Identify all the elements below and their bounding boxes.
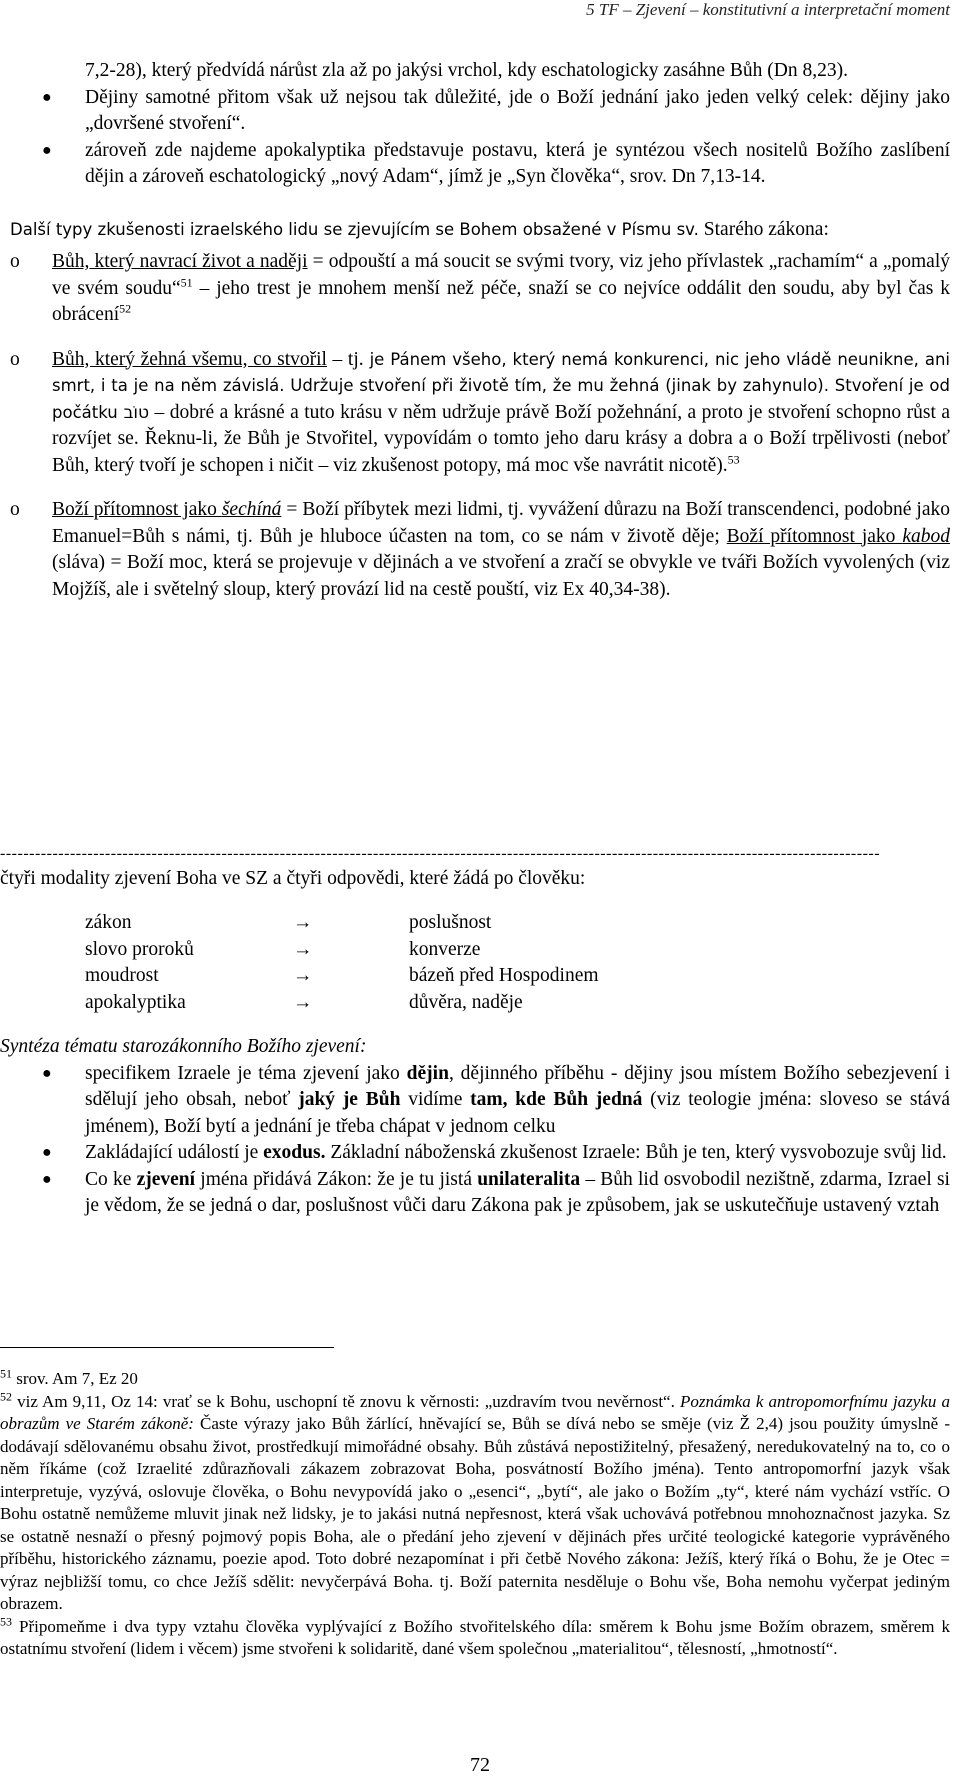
item-sans-text: je Pánem všeho, který nemá konkurenci, nic jeho vládě neunikne, ani smrt, i ta je na něm závislá. Udržuje stvoření při životě tím, že mu žehná (jinak by zahynulo). Stvoření je od počátku [52, 349, 950, 422]
bold-text: dějin [406, 1062, 449, 1084]
bold-text: unilateralita [477, 1168, 581, 1190]
response-cell: bázeň před Hospodinem [409, 965, 599, 986]
footnote-number: 51 [0, 1366, 12, 1381]
table-row [85, 939, 599, 966]
arrow-icon: → [293, 991, 313, 1013]
underlined-text: Boží přítomnost jako [52, 499, 222, 520]
bullet-icon: ● [42, 141, 52, 159]
response-cell: poslušnost [409, 912, 492, 933]
item-text: specifikem Izraele je téma zjevení jako [85, 1062, 407, 1084]
underlined-italic-text: kabod [902, 525, 951, 547]
list-item [0, 497, 960, 603]
item-text: jména přidává Zákon: že je tu jistá [195, 1168, 478, 1190]
modality-cell: slovo proroků [85, 938, 194, 960]
footnote [0, 1368, 950, 1391]
item-text: = Boží příbytek mezi lidmi, tj. vyvážení důrazu na Boží transcendenci, podobné jako Emanuel=Bůh s námi, tj. Bůh je hluboce účasten na tom, co se nám v životě děje; [52, 499, 950, 547]
body-text [0, 58, 960, 603]
page-number: 72 [470, 1754, 490, 1776]
table-row [85, 965, 599, 992]
footnote-text: srov. Am 7, Ez 20 [16, 1369, 138, 1388]
modality-cell: apokalyptika [85, 991, 186, 1013]
underlined-italic-text: šechíná [221, 499, 282, 520]
list-marker: o [10, 499, 20, 520]
separator-line: ------------------------------------------------------------------------------------------------------------------------------------------------------- [0, 845, 881, 862]
item-text: Co ke [85, 1168, 137, 1190]
intro-sans-text: Další typy zkušenosti izraelského lidu se zjevujícím se Bohem obsažené v Písmu sv. [10, 219, 699, 239]
list-item [0, 249, 960, 329]
footnote-ref: 52 [119, 301, 132, 316]
item-text: – dobré a krásné a tuto krásu v něm udržuje právě Boží požehnání, a proto je stvoření schopno růst a rozvíjet se. Řeknu-li, že Bůh je Stvořitel, vypovídám o tomto jeho daru krásy a dobra a o Boží trpělivosti (neboť Bůh, který tvoří je schopen i ničit – viz zkušenost potopy, má moc vše navrátit nicotě). [52, 401, 950, 476]
bullet-icon: ● [42, 88, 52, 106]
bullet-text: 7,2-28), který předvídá nárůst zla až po jakýsi vrchol, kdy eschatologicky zasáhne Bůh (Dn 8,23). [85, 60, 848, 81]
footnote-ref: 53 [727, 452, 740, 466]
arrow-icon: → [293, 965, 313, 986]
list-item [0, 1061, 960, 1141]
list-item [0, 58, 960, 85]
bullet-icon: ● [42, 1144, 52, 1161]
response-cell: konverze [409, 938, 481, 960]
footnote-number: 52 [0, 1388, 12, 1403]
item-text: – jeho trest je mnohem menší než péče, snaží se co nejvíce oddálit den soudu, aby byl čas k obrácení [52, 277, 951, 325]
footnote-number: 53 [0, 1613, 12, 1628]
item-text: – tj. [326, 348, 364, 370]
intro-paragraph [0, 217, 960, 244]
list-marker: o [10, 251, 20, 272]
underlined-text: Bůh, který navrací život a naději [52, 251, 308, 272]
arrow-icon: → [293, 912, 313, 933]
list-item [0, 138, 960, 191]
bullet-text: Dějiny samotné přitom však už nejsou tak důležité, jde o Boží jednání jako jeden velký celek: dějiny jako „dovršené stvoření“. [85, 86, 950, 134]
item-text: Zakládající událostí je [85, 1142, 264, 1163]
response-cell: důvěra, naděje [409, 991, 523, 1013]
modalities-table [85, 912, 599, 1018]
footnote-italic-text: Poznámka k antropomorfnímu jazyku a obrazům ve Starém zákoně: [0, 1391, 951, 1433]
bullet-icon: ● [42, 1064, 52, 1082]
footnote-text: viz Am 9,11, Oz 14: vrať se k Bohu, uschopní tě znovu k věrnosti: „uzdravím tvou nevěrnost“. [17, 1391, 675, 1411]
footnotes [0, 1368, 950, 1661]
underlined-text: Boží přítomnost jako [726, 525, 903, 547]
item-text: (viz teologie jména: sloveso se stává jménem), Boží bytí a jednání je třeba chápat v jednom celku [85, 1089, 950, 1137]
hebrew-word: טוֹב [123, 402, 150, 423]
intro-serif-text: Starého zákona: [698, 218, 829, 240]
footnote [0, 1388, 951, 1616]
item-text: vidíme [400, 1089, 471, 1110]
footnote-ref: 51 [180, 275, 193, 289]
bullet-icon: ● [42, 1170, 52, 1188]
footnote-text: Připomeňme i dva typy vztahu člověka vyplývající z Božího stvořitelského díla: směrem k Bohu jsme Božím obrazem, směrem k ostatnímu stvoření (lidem i věcem) jsme stvořeni k solidaritě, dané všem společnou „materialitou“, tělesností, „hmotností“. [0, 1616, 951, 1658]
bold-text: jaký je Bůh [298, 1089, 401, 1110]
bold-text: tam, kde Bůh jedná [470, 1089, 643, 1110]
list-item [0, 1140, 960, 1167]
table-row [85, 992, 599, 1019]
footnote-text: Časte výrazy jako Bůh žárlící, hněvající se, Bůh se dívá nebo se směje (viz Ž 2,4) jsou použity úmyslně - dodávají sdělovanému obsahu život, prostředkují mimořádné obsahy. Bůh zůstává nepostižitelný, přesažený, neredukovatelný na to, co o něm říkáme (což Izraelité zdůrazňovali zákazem zobrazovat Boha, posvátností Božího jména). Tento antropomorfní jazyk však interpretuje, vyzývá, oslovuje člověka, o Bohu nevypovídá jako o „esenci“, „bytí“, ale jako o Božím „ty“, které nám vychází vstříc. O Bohu ostatně nemůžeme mluvit jinak než lidsky, je to jakási nutná nepřesnost, která však uchovává potřebnou mnohoznačnost jazyka. Sz se ostatně nesnaží o přesný pojmový popis Boha, ale o předání jeho zjevení v dějinách přes určité teologické kategorie vyprávěného příběhu, historického záznamu, poezie apod. Toto dobré nezapomínat i při četbě Nového zákona: Ježíš, který říká o Bohu, že je Otec = výraz nejbližší tomu, co chce Ježíš sdělit: nevyčerpává Boha. tj. Boží paternita nesděluje o Bohu vše, Boha nemohu vyčerpat jediným obrazem. [0, 1414, 950, 1613]
item-text: (sláva) = Boží moc, která se projevuje v dějinách a ve stvoření a zračí se obvykle ve tváři Božích vyvolených (viz Mojžíš, ale i světelný sloup, který provází lid na cestě pouští, viz Ex 40,34-38). [52, 552, 950, 600]
bold-text: exodus. [263, 1142, 326, 1163]
item-text: Základní náboženská zkušenost Izraele: Bůh je ten, který vysvobozuje svůj lid. [325, 1142, 947, 1163]
bullet-text: zároveň zde najdeme apokalyptika představuje postavu, která je syntézou všech nositelů Božího zaslíbení dějin a zároveň eschatologický „nový Adam“, jímž je „Syn člověka“, srov. Dn 7,13-14. [85, 139, 950, 187]
synthesis-heading: Syntéza tématu starozákonního Božího zjevení: [0, 1036, 367, 1057]
footnote-rule [0, 1347, 334, 1348]
list-marker: o [10, 348, 20, 370]
list-item [0, 1167, 960, 1220]
underlined-text: Bůh, který žehná všemu, co stvořil [52, 348, 327, 370]
arrow-icon: → [293, 938, 313, 960]
item-text: , dějinného příběhu - dějiny jsou místem Božího sebezjevení i sdělují jeho obsah, neboť [85, 1062, 950, 1110]
bold-text: zjevení [136, 1168, 196, 1190]
modalities-heading: čtyři modality zjevení Boha ve SZ a čtyři odpovědi, které žádá po člověku: [0, 868, 586, 889]
modality-cell: moudrost [85, 965, 159, 986]
footnote [0, 1613, 951, 1661]
list-item [0, 85, 960, 138]
item-text: = odpouští a má soucit se svými tvory, viz jeho přívlastek „rachamím“ a „pomalý ve svém soudu“ [52, 251, 951, 299]
running-header: 5 TF – Zjevení – konstitutivní a interpretační moment [586, 0, 950, 19]
table-row [85, 912, 599, 939]
modality-cell: zákon [85, 912, 132, 933]
list-item [0, 347, 960, 480]
item-text: – Bůh lid osvobodil nezištně, zdarma, Izrael si je vědom, že se jedná o dar, poslušnost vůči daru Zákona pak je způsobem, jak se uskutečňuje ustavený vztah [85, 1168, 950, 1216]
